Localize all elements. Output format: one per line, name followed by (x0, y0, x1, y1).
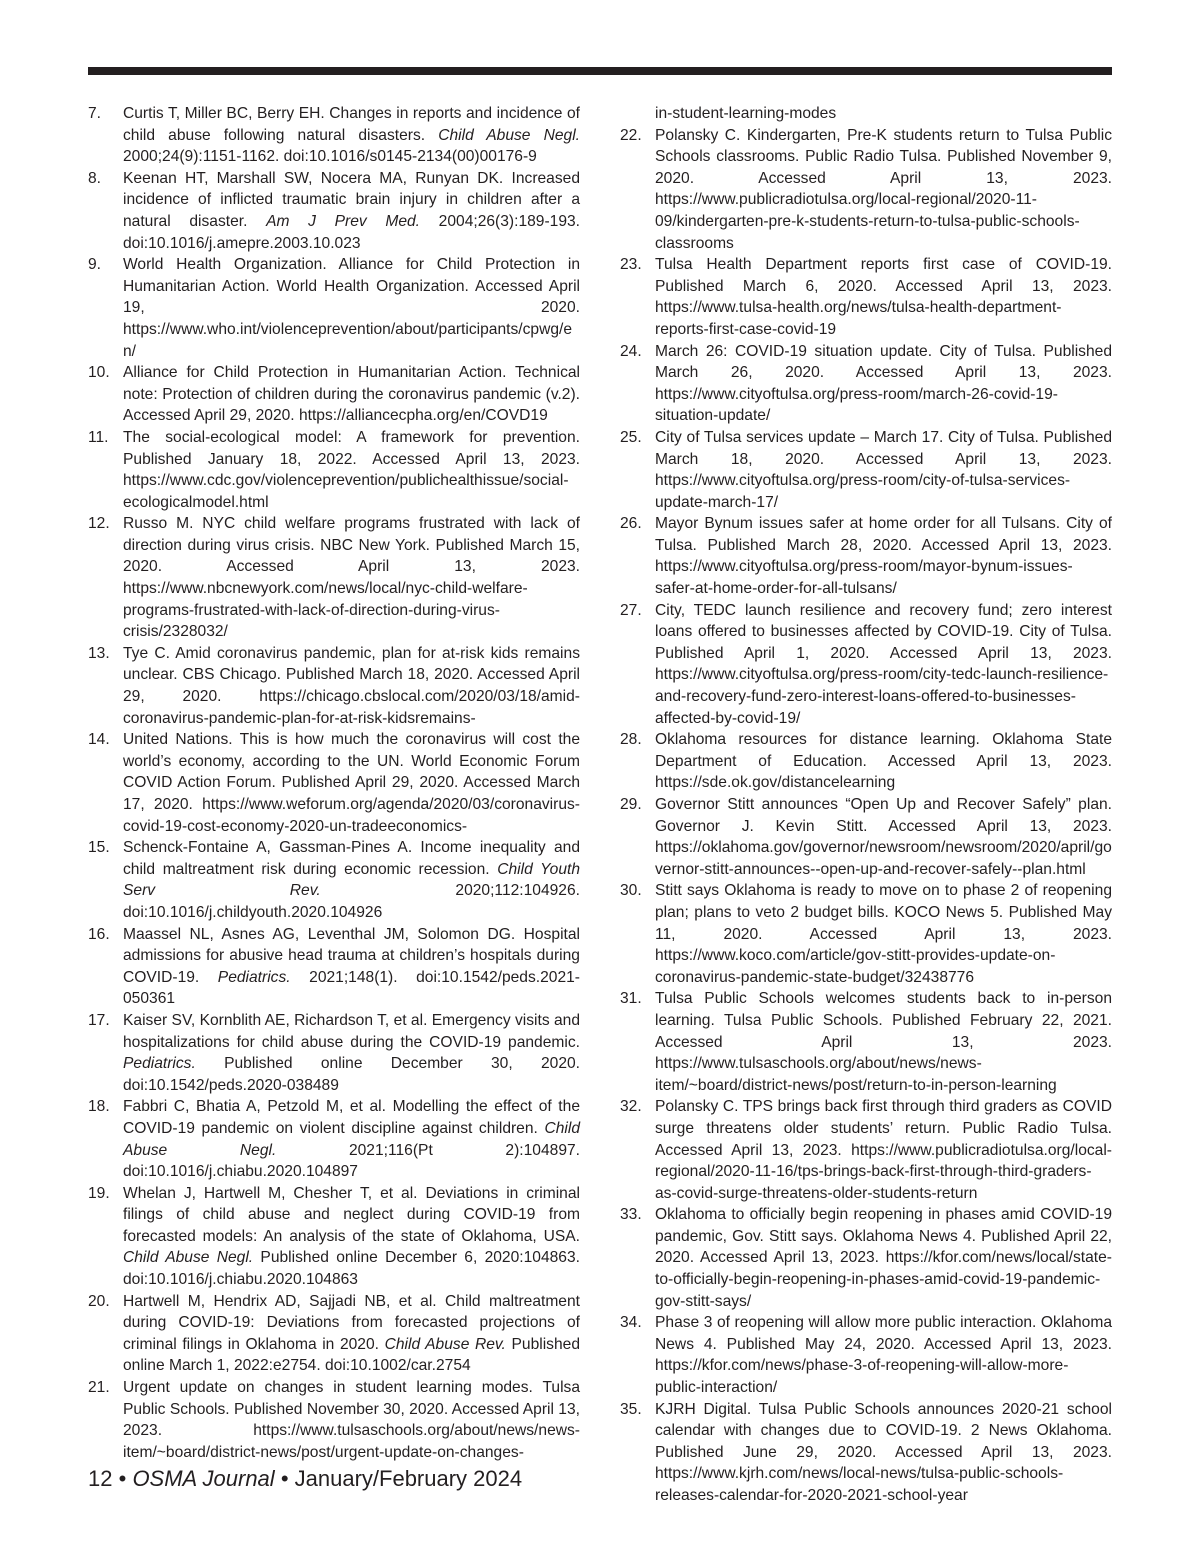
reference-number: 20. (88, 1292, 110, 1310)
reference-number: 31. (620, 990, 642, 1008)
reference-item: 13. Tye C. Amid coronavirus pandemic, plan for at-risk kids remains unclear. CBS Chicago. Published March 18, 2020. Accessed April 29, 2020. https://chicago.cbslocal.com/2020/03/18/amid-coronavirus-pandemic-plan-for-at-risk-kidsremains- (88, 644, 580, 727)
reference-number: 14. (88, 731, 110, 749)
reference-item: 31. Tulsa Public Schools welcomes students back to in-person learning. Tulsa Public Schools. Published February 22, 2021. Accessed April 13, 2023. https://www.tulsaschools.org/about/news/news-item/~board/district-news/post/return-to-in-person-learning (620, 990, 1112, 1094)
reference-number: 10. (88, 364, 110, 382)
reference-item: 33. Oklahoma to officially begin reopening in phases amid COVID-19 pandemic, Gov. Stitt says. Oklahoma News 4. Published April 22, 2020. Accessed April 13, 2023. https://kfor.com/news/local/state-to-officially-begin-reopening-in-phases-amid-covid-19-pandemic-gov-stitt-says/ (620, 1206, 1112, 1310)
reference-number: 9. (88, 256, 102, 274)
reference-number: 18. (88, 1098, 110, 1116)
reference-number: 8. (88, 169, 102, 187)
journal-title: Child Abuse Negl. (123, 1119, 580, 1159)
reference-number: 25. (620, 428, 642, 446)
reference-number: 26. (620, 515, 642, 533)
journal-title: Pediatrics. (123, 1055, 196, 1073)
reference-number: 17. (88, 1011, 110, 1029)
references-left-column (88, 103, 580, 1463)
reference-item: 10. Alliance for Child Protection in Humanitarian Action. Technical note: Protection of children during the coronavirus pandemic (v.2). Accessed April 29, 2020. https://alliancecpha.org/en/COVD19 (88, 364, 580, 425)
reference-number: 28. (620, 731, 642, 749)
reference-number: 7. (88, 105, 102, 122)
reference-number: 35. (620, 1400, 642, 1418)
reference-item: 21. Urgent update on changes in student learning modes. Tulsa Public Schools. Published November 30, 2020. Accessed April 13, 2023. https://www.tulsaschools.org/about/news/news-item/~board/district-news/post/urgent-update-on-changes- (88, 1379, 580, 1461)
reference-item: 30. Stitt says Oklahoma is ready to move on to phase 2 of reopening plan; plans to veto 2 budget bills. KOCO News 5. Published May 11, 2020. Accessed April 13, 2023. https://www.koco.com/article/gov-stitt-provides-update-on-coronavirus-pandemic-state-budget/32438776 (620, 882, 1112, 986)
journal-title: Am J Prev Med. (266, 212, 421, 230)
page-number: 12 (88, 1466, 113, 1491)
reference-item: 12. Russo M. NYC child welfare programs frustrated with lack of direction during virus crisis. NBC New York. Published March 15, 2020. Accessed April 13, 2023. https://www.nbcnewyork.com/news/local/nyc-child-welfare-programs-frustrated-with-lack-of-direction-during-virus-crisis/2328032/ (88, 515, 580, 641)
reference-number: 32. (620, 1098, 642, 1116)
reference-item: 35. KJRH Digital. Tulsa Public Schools announces 2020-21 school calendar with changes due to COVID-19. 2 News Oklahoma. Published June 29, 2020. Accessed April 13, 2023. https://www.kjrh.com/news/local-news/tulsa-public-schools-releases-calendar-for-2020-2021-school-year (620, 1400, 1112, 1504)
reference-number: 19. (88, 1184, 110, 1202)
reference-item: 28. Oklahoma resources for distance learning. Oklahoma State Department of Education. Accessed April 13, 2023. https://sde.ok.gov/distancelearning (620, 731, 1112, 792)
journal-title: Child Abuse Negl. (438, 126, 580, 144)
reference-item: 16. Maassel NL, Asnes AG, Leventhal JM, Solomon DG. Hospital admissions for abusive head trauma at children’s hospitals during COVID-19. Pediatrics. 2021;148(1). doi:10.1542/peds.2021-050361 (88, 925, 580, 1008)
reference-item: 15. Schenck-Fontaine A, Gassman-Pines A. Income inequality and child maltreatment risk during economic recession. Child Youth Serv Rev. 2020;112:104926. doi:10.1016/j.childyouth.2020.104926 (88, 839, 581, 921)
journal-title: Child Youth Serv Rev. (123, 860, 581, 900)
reference-item: 8. Keenan HT, Marshall SW, Nocera MA, Runyan DK. Increased incidence of inflicted traumatic brain injury in children after a natural disaster. Am J Prev Med. 2004;26(3):189-193. doi:10.1016/j.amepre.2003.10.023 (88, 169, 580, 252)
page-footer (88, 1465, 522, 1493)
journal-title: Child Abuse Negl. (123, 1249, 254, 1267)
issue-date: January/February 2024 (294, 1466, 523, 1491)
reference-item: 34. Phase 3 of reopening will allow more public interaction. Oklahoma News 4. Published May 24, 2020. Accessed April 13, 2023. https://kfor.com/news/phase-3-of-reopening-will-allow-more-public-interaction/ (620, 1314, 1112, 1397)
reference-item: 27. City, TEDC launch resilience and recovery fund; zero interest loans offered to businesses affected by COVID-19. City of Tulsa. Published April 1, 2020. Accessed April 13, 2023. https://www.cityoftulsa.org/press-room/city-tedc-launch-resilience-and-recovery-fund-zero-interest-loans-offered-to-businesses-affected-by-covid-19/ (620, 601, 1112, 727)
references-right-column (620, 103, 1112, 1507)
reference-item: 18. Fabbri C, Bhatia A, Petzold M, et al. Modelling the effect of the COVID-19 pandemic on violent discipline against children. Child Abuse Negl. 2021;116(Pt 2):104897. doi:10.1016/j.chiabu.2020.104897 (88, 1098, 581, 1181)
reference-list-right (620, 125, 1112, 1507)
reference-number: 30. (620, 882, 642, 900)
footer-bullet: • (118, 1466, 127, 1491)
footer-bullet: • (280, 1466, 289, 1491)
reference-item: 29. Governor Stitt announces “Open Up and Recover Safely” plan. Governor J. Kevin Stitt. Accessed April 13, 2023. https://oklahoma.gov/governor/newsroom/newsroom/2020/april/governor-stitt-announces--open-up-and-recover-safely--plan.html (620, 796, 1112, 878)
reference-item: 22. Polansky C. Kindergarten, Pre-K students return to Tulsa Public Schools classrooms. Public Radio Tulsa. Published November 9, 2020. Accessed April 13, 2023. https://www.publicradiotulsa.org/local-regional/2020-11-09/kindergarten-pre-k-students-return-to-tulsa-public-schools-classrooms (620, 126, 1112, 252)
reference-list-left (88, 103, 580, 1463)
reference-number: 29. (620, 796, 642, 813)
journal-name: OSMA Journal (132, 1466, 275, 1491)
reference-item: 11. The social-ecological model: A framework for prevention. Published January 18, 2022. Accessed April 13, 2023. https://www.cdc.gov/violenceprevention/publichealthissue/social-ecologicalmodel.html (88, 428, 580, 511)
reference-item: 14. United Nations. This is how much the coronavirus will cost the world’s economy, according to the UN. World Economic Forum COVID Action Forum. Published April 29, 2020. Accessed March 17, 2020. https://www.weforum.org/agenda/2020/03/coronavirus-covid-19-cost-economy-2020-un-tradeeconomics- (88, 731, 580, 835)
reference-item: 26. Mayor Bynum issues safer at home order for all Tulsans. City of Tulsa. Published March 28, 2020. Accessed April 13, 2023. https://www.cityoftulsa.org/press-room/mayor-bynum-issues-safer-at-home-order-for-all-tulsans/ (620, 515, 1112, 598)
reference-number: 23. (620, 256, 642, 274)
top-rule (88, 67, 1112, 75)
reference-item: 23. Tulsa Health Department reports first case of COVID-19. Published March 6, 2020. Accessed April 13, 2023. https://www.tulsa-health.org/news/tulsa-health-department-reports-first-case-covid-19 (620, 256, 1112, 338)
reference-item: 32. Polansky C. TPS brings back first through third graders as COVID surge threatens older students’ return. Public Radio Tulsa. Accessed April 13, 2023. https://www.publicradiotulsa.org/local-regional/2020-11-16/tps-brings-back-first-through-third-graders-as-covid-surge-threatens-older-students-return (620, 1098, 1112, 1202)
reference-number: 22. (620, 126, 642, 144)
reference-item: 17. Kaiser SV, Kornblith AE, Richardson T, et al. Emergency visits and hospitalizations for child abuse during the COVID-19 pandemic. Pediatrics. Published online December 30, 2020. doi:10.1542/peds.2020-038489 (88, 1011, 580, 1094)
reference-number: 12. (88, 515, 110, 533)
reference-item: 24. March 26: COVID-19 situation update. City of Tulsa. Published March 26, 2020. Accessed April 13, 2023. https://www.cityoftulsa.org/press-room/march-26-covid-19-situation-update/ (620, 342, 1112, 425)
reference-item: 20. Hartwell M, Hendrix AD, Sajjadi NB, et al. Child maltreatment during COVID-19: Deviations from forecasted projections of criminal filings in Oklahoma in 2020. Child Abuse Rev. Published online March 1, 2022:e2754. doi:10.1002/car.2754 (88, 1292, 580, 1375)
reference-number: 15. (88, 839, 110, 857)
reference-number: 34. (620, 1314, 642, 1332)
reference-number: 21. (88, 1379, 110, 1397)
reference-item: 25. City of Tulsa services update – March 17. City of Tulsa. Published March 18, 2020. Accessed April 13, 2023. https://www.cityoftulsa.org/press-room/city-of-tulsa-services-update-march-17/ (620, 428, 1112, 511)
reference-item: 7. Curtis T, Miller BC, Berry EH. Changes in reports and incidence of child abuse following natural disasters. Child Abuse Negl. 2000;24(9):1151-1162. doi:10.1016/s0145-2134(00)00176-9 (88, 105, 580, 166)
journal-title: Pediatrics. (217, 968, 291, 986)
reference-number: 13. (88, 644, 110, 662)
reference-number: 16. (88, 925, 110, 943)
reference-number: 33. (620, 1206, 642, 1224)
reference-item: 9. World Health Organization. Alliance for Child Protection in Humanitarian Action. World Health Organization. Accessed April 19, 2020. https://www.who.int/violenceprevention/about/participants/cpwg/en/ (88, 256, 580, 360)
reference-continuation: in-student-learning-modes (655, 105, 837, 122)
reference-number: 27. (620, 601, 642, 619)
reference-item: 19. Whelan J, Hartwell M, Chesher T, et al. Deviations in criminal filings of child abuse and neglect during COVID-19 from forecasted models: An analysis of the state of Oklahoma, USA. Child Abuse Negl. Published online December 6, 2020:104863. doi:10.1016/j.chiabu.2020.104863 (88, 1184, 580, 1289)
journal-title: Child Abuse Rev. (384, 1335, 506, 1353)
reference-number: 24. (620, 342, 642, 360)
reference-number: 11. (88, 428, 109, 446)
